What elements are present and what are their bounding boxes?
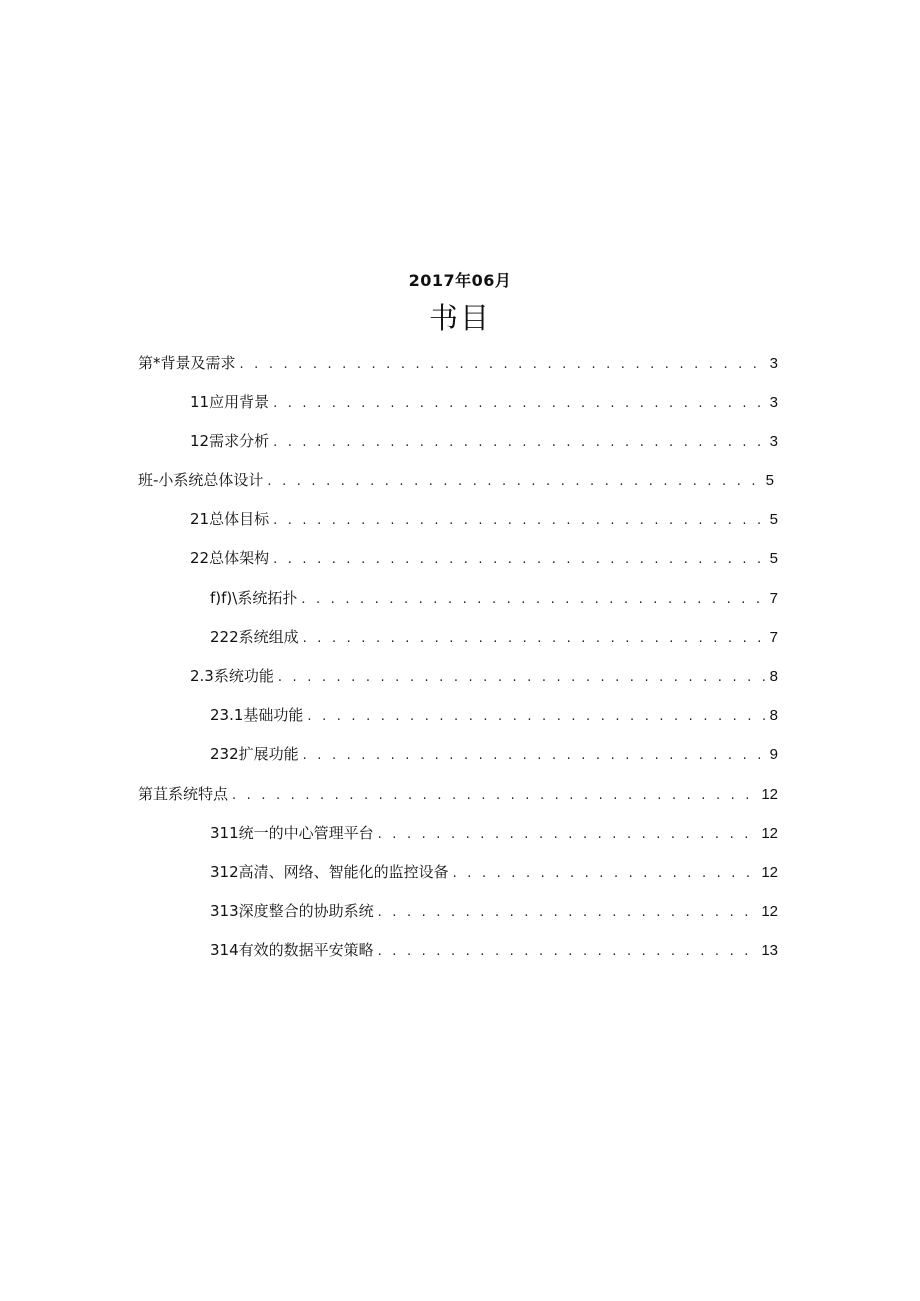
toc-leader-dots: [378, 939, 758, 965]
toc-entry[interactable]: [190, 506, 778, 532]
toc-leader-dots: [307, 704, 765, 730]
toc-entry-page: 12: [761, 786, 778, 803]
toc-entry[interactable]: [210, 898, 778, 924]
toc-entry-page: 3: [769, 355, 778, 372]
toc-entry[interactable]: [190, 428, 778, 454]
toc-entry-page: 13: [761, 942, 778, 959]
toc-entry-label: 232扩展功能: [210, 745, 299, 763]
toc-entry-page: 9: [769, 746, 778, 763]
toc-entry-page: 12: [761, 825, 778, 842]
toc-entry-label: 222系统组成: [210, 628, 299, 646]
toc-entry[interactable]: [210, 702, 778, 728]
toc-entry[interactable]: [210, 937, 778, 963]
toc-leader-dots: [273, 391, 766, 417]
toc-entry[interactable]: [190, 663, 778, 689]
toc-entry[interactable]: [210, 820, 778, 846]
toc-entry-page: 3: [769, 433, 778, 450]
toc-entry-label: f)f)\系统拓扑: [210, 589, 298, 607]
toc-entry-label: 22总体架构: [190, 549, 270, 567]
toc-leader-dots: [273, 430, 766, 456]
toc-entry-label: 12需求分析: [190, 432, 270, 450]
toc-leader-dots: [232, 783, 757, 809]
toc-leader-dots: [267, 469, 761, 495]
toc-entry-page: 8: [769, 707, 778, 724]
toc-entry[interactable]: [190, 545, 778, 571]
toc-leader-dots: [378, 900, 758, 926]
toc-entry-page: 5: [765, 472, 774, 489]
toc-entry-label: 311统一的中心管理平台: [210, 824, 374, 842]
toc-entry-page: 7: [769, 590, 778, 607]
toc-leader-dots: [240, 352, 766, 378]
toc-entry-page: 3: [769, 394, 778, 411]
toc-leader-dots: [378, 822, 758, 848]
toc-entry-label: 班-小系统总体设计: [138, 471, 264, 489]
toc-entry[interactable]: [210, 859, 778, 885]
toc-leader-dots: [273, 547, 766, 573]
toc-leader-dots: [273, 508, 766, 534]
toc-title: 书目: [428, 301, 491, 335]
toc-entry[interactable]: [138, 467, 774, 493]
toc-leader-dots: [303, 743, 766, 769]
toc-leader-dots: [301, 587, 765, 613]
toc-leader-dots: [303, 626, 766, 652]
toc-leader-dots: [453, 861, 758, 887]
toc-entry[interactable]: [210, 741, 778, 767]
toc-entry-label: 2.3系统功能: [190, 667, 274, 685]
toc-entry-page: 12: [761, 903, 778, 920]
toc-entry-page: 12: [761, 864, 778, 881]
toc-entry-page: 5: [769, 511, 778, 528]
toc-entry-label: 11应用背景: [190, 393, 270, 411]
toc-entry[interactable]: [138, 781, 778, 807]
toc-entry[interactable]: [210, 624, 778, 650]
toc-entry-page: 7: [769, 629, 778, 646]
toc-leader-dots: [278, 665, 766, 691]
toc-entry-page: 8: [769, 668, 778, 685]
toc-entry-label: 第苴系统特点: [138, 785, 229, 803]
toc-entry-label: 21总体目标: [190, 510, 270, 528]
toc-entry-label: 312高清、网络、智能化的监控设备: [210, 863, 449, 881]
toc-entry-label: 23.1基础功能: [210, 706, 304, 724]
toc-entry-label: 第*背景及需求: [138, 354, 236, 372]
toc-entry[interactable]: [138, 350, 778, 376]
toc-entry-page: 5: [769, 550, 778, 567]
toc-entry[interactable]: [210, 585, 778, 611]
toc-entry[interactable]: [190, 389, 778, 415]
toc-entry-label: 313深度整合的协助系统: [210, 902, 374, 920]
document-date: 2017年06月: [408, 271, 512, 290]
toc-entry-label: 314有效的数据平安策略: [210, 941, 374, 959]
